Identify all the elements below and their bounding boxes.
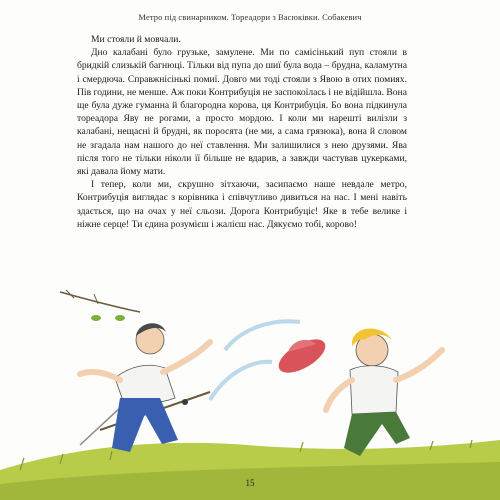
branch-decoration [60, 290, 140, 321]
boy-right [326, 329, 442, 456]
story-text [77, 33, 407, 231]
running-head: Метро під свинарником. Тореадори з Васюківки. Собакевич [138, 12, 362, 22]
boy-left [80, 323, 210, 452]
page-number: 15 [245, 478, 255, 488]
illustration-boys-running [0, 285, 500, 500]
paragraph-3: І тепер, коли ми, скрушно зітхаючи, засипаємо наше невдале метро, Контрибуція виглядає з корівника і співчутливо дивиться на нас. І мені навіть здається, що на очах у неї сльози. Дорога Контрибуціє! Яке в тебе велике і ніжне серце! Ти єдина розумієш і жалієш нас. Дякуємо тобі, корово! [77, 179, 407, 230]
flying-hat [273, 333, 330, 380]
paragraph-2: Дно калабані було грузьке, замулене. Ми по самісінький пуп стояли в бридкій слизькій багнюці. Тільки від пупа до шиї була вода – брудна, каламутна і смердюча. Справжнісінькі помиї. Довго ми тоді стояли з Явою в отих помиях. Пів години, не менше. Аж поки Контрибуція не заспокоїлась і не відійшла. Вона ще була дуже гуманна й благородна корова, ця Контрибуція. Бо вона підкинула тореадора Яву не рогами, а просто мордою. І коли ми нарешті вилізли з калабані, нещасні й брудні, як поросята (не ми, а сама грязюка), вона й словом не згадала нам нашого до неї ставлення. Ми залишилися з нею друзями. Ява після того не тільки ніколи її більше не вдарив, а завжди частував цукерками, які давала йому мати. [77, 47, 407, 178]
paragraph-1: Ми стояли й мовчали. [91, 34, 181, 45]
